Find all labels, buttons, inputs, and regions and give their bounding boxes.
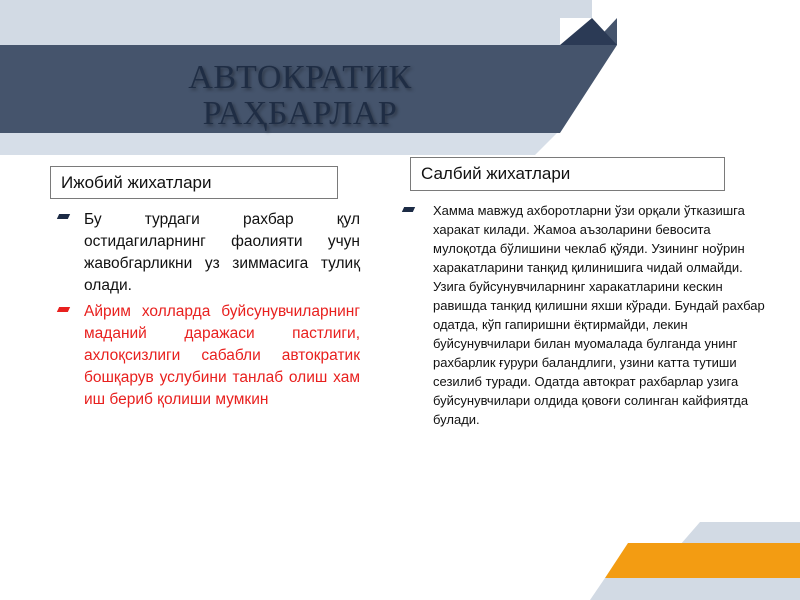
negative-aspects-heading: Салбий жихатлари [421,164,571,183]
positive-aspect-item-highlight: Айрим холларда буйсунувчиларнинг маданий даражаси пастлиги, ахлоқсизлиги сабабли автократик бошқарув услубини танлаб олиш хам иш бериб қолиши мумкин [84,303,360,408]
positive-aspects-heading-box [50,166,338,199]
title-line-1: АВТОКРАТИК [188,59,412,96]
bullet-icon [57,214,70,219]
footer-orange-bar [605,543,800,578]
banner-light-shape [0,0,592,45]
positive-aspect-item: Бу турдаги рахбар қул остидагиларнинг фаолияти учун жавобгарликни уз зиммасига тулиқ олади. [84,211,360,294]
footer-light-shape [590,578,800,600]
title-line-2: РАҲБАРЛАР [202,95,398,132]
banner-light-shape [0,130,560,155]
positive-aspects-heading: Ижобий жихатлари [61,172,212,192]
bullet-icon [57,307,70,312]
footer-light-shape [680,522,800,545]
bullet-icon [402,207,415,212]
negative-aspects-heading-box [410,157,725,191]
slide-title [150,60,450,132]
negative-aspect-item: Хамма мавжуд ахборотларни ўзи орқали ўтказишга харакат килади. Жамоа аъзоларини бевосита мулоқотда бўлишини чеклаб қўяди. Узининг ноўрин харакатларини танқид қилинишига чидай олмайди. Узига буйсунувчиларнинг харакатларини кескин равишда танқид қилишни яхши кўради. Бундай рахбар одатда, кўп гапиришни ёқтирмайди, лекин буйсунувчилари билан муомалада булганда унинг рахбарлик ғурури баландлиги, узини катта тутиши сезилиб туради. Одатда автократ рахбарлар узига буйсунувчилари олдида қовоғи солинган кайфиятда булади. [433,203,765,427]
